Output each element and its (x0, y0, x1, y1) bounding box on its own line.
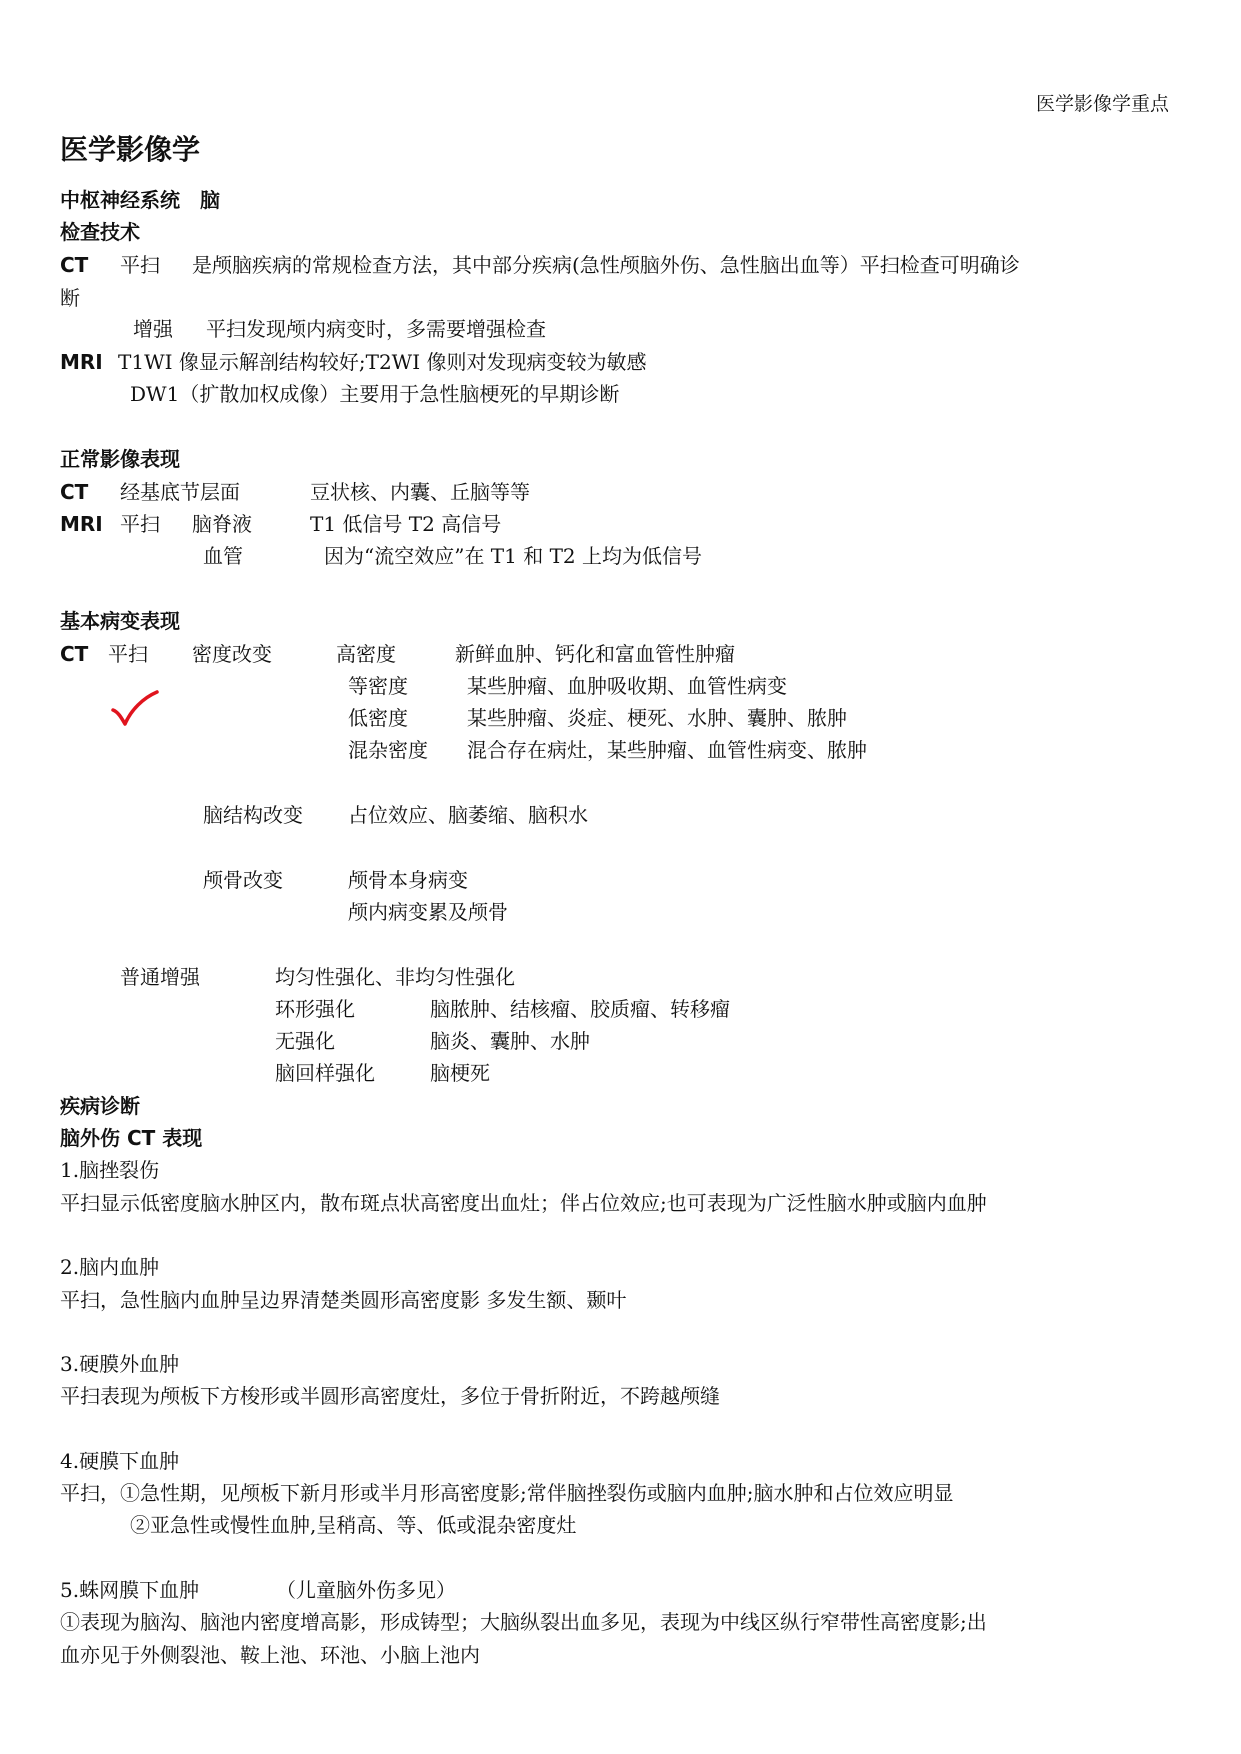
normal-mri-csf: 脑脊液 (192, 512, 252, 536)
brain-structure-change-label: 脑结构改变 (203, 803, 303, 827)
ct-enhance-text: 平扫发现颅内病变时，多需要增强检查 (206, 317, 546, 341)
normal-mri-plain: 平扫 (120, 512, 160, 536)
item-text: ①表现为脑沟、脑池内密度增高影，形成铸型；大脑纵裂出血多见，表现为中线区纵行窄带性高密度影;出 (60, 1610, 987, 1634)
density-row-key: 高密度 (336, 642, 396, 666)
document-title: 医学影像学 (60, 133, 201, 166)
check-mark-icon (111, 690, 159, 728)
item-text: 平扫，①急性期，见颅板下新月形或半月形高密度影;常伴脑挫裂伤或脑内血肿;脑水肿和占位效应明显 (60, 1481, 954, 1505)
section-heading-normal: 正常影像表现 (60, 447, 180, 471)
section-heading-basic-lesion: 基本病变表现 (60, 609, 180, 633)
density-row-value: 某些肿瘤、血肿吸收期、血管性病变 (467, 674, 787, 698)
density-row-key: 混杂密度 (348, 738, 428, 762)
ct-plain-text-cont: 断 (60, 286, 80, 310)
mri-label: MRI (60, 350, 103, 374)
normal-ct-structures: 豆状核、内囊、丘脑等等 (310, 480, 530, 504)
skull-change-value-1: 颅骨本身病变 (348, 868, 468, 892)
enhance-row-value: 脑炎、囊肿、水肿 (430, 1029, 590, 1053)
section-heading-cns: 中枢神经系统 脑 (60, 188, 220, 212)
item-title: 4.硬膜下血肿 (60, 1449, 180, 1473)
running-header: 医学影像学重点 (1036, 93, 1170, 115)
ct-plain-text: 是颅脑疾病的常规检查方法，其中部分疾病(急性颅脑外伤、急性脑出血等）平扫检查可明确诊 (192, 253, 1020, 277)
normal-mri-csf-signal: T1 低信号 T2 高信号 (310, 512, 502, 536)
ct-enhance-label: 增强 (133, 317, 173, 341)
subheading-exam-tech: 检查技术 (60, 220, 140, 244)
enhance-label: 普通增强 (120, 965, 200, 989)
density-row-key: 低密度 (348, 706, 408, 730)
enhance-value: 均匀性强化、非均匀性强化 (275, 965, 515, 989)
item-text: ②亚急性或慢性血肿,呈稍高、等、低或混杂密度灶 (130, 1513, 577, 1537)
skull-change-value-2: 颅内病变累及颅骨 (348, 900, 508, 924)
section-heading-diagnosis: 疾病诊断 (60, 1094, 140, 1118)
normal-vessel-label: 血管 (203, 544, 243, 568)
item-text: 平扫，急性脑内血肿呈边界清楚类圆形高密度影 多发生额、颞叶 (60, 1288, 627, 1312)
item-text: 平扫表现为颅板下方梭形或半圆形高密度灶，多位于骨折附近，不跨越颅缝 (60, 1384, 720, 1408)
item-title: 3.硬膜外血肿 (60, 1352, 180, 1376)
enhance-row-key: 无强化 (275, 1029, 335, 1053)
density-row-key: 等密度 (348, 674, 408, 698)
normal-ct-level: 经基底节层面 (120, 480, 240, 504)
density-change-label: 密度改变 (192, 642, 272, 666)
item-title: 5.蛛网膜下血肿 (60, 1578, 200, 1602)
item-text: 平扫显示低密度脑水肿区内，散布斑点状高密度出血灶；伴占位效应;也可表现为广泛性脑水肿或脑内血肿 (60, 1191, 987, 1215)
skull-change-label: 颅骨改变 (203, 868, 283, 892)
item-text: 血亦见于外侧裂池、鞍上池、环池、小脑上池内 (60, 1643, 480, 1667)
subheading-trauma-ct: 脑外伤 CT 表现 (60, 1126, 203, 1150)
enhance-row-value: 脑脓肿、结核瘤、胶质瘤、转移瘤 (430, 997, 730, 1021)
enhance-row-key: 环形强化 (275, 997, 355, 1021)
enhance-row-value: 脑梗死 (430, 1061, 490, 1085)
item-title: 1.脑挫裂伤 (60, 1158, 160, 1182)
dwi-text: DW1（扩散加权成像）主要用于急性脑梗死的早期诊断 (130, 382, 620, 406)
mri-text: T1WI 像显示解剖结构较好;T2WI 像则对发现病变较为敏感 (118, 350, 647, 374)
brain-structure-change-value: 占位效应、脑萎缩、脑积水 (348, 803, 588, 827)
density-row-value: 新鲜血肿、钙化和富血管性肿瘤 (455, 642, 735, 666)
normal-vessel-signal: 因为“流空效应”在 T1 和 T2 上均为低信号 (324, 544, 703, 568)
density-row-value: 某些肿瘤、炎症、梗死、水肿、囊肿、脓肿 (467, 706, 847, 730)
normal-ct-label: CT (60, 480, 89, 504)
enhance-row-key: 脑回样强化 (275, 1061, 375, 1085)
density-row-value: 混合存在病灶，某些肿瘤、血管性病变、脓肿 (467, 738, 867, 762)
normal-mri-label: MRI (60, 512, 103, 536)
ct-plain-label: 平扫 (120, 253, 160, 277)
item-note: （儿童脑外伤多见） (276, 1578, 456, 1602)
lesion-ct-label: CT (60, 642, 89, 666)
ct-label: CT (60, 253, 89, 277)
item-title: 2.脑内血肿 (60, 1255, 160, 1279)
lesion-ct-plain: 平扫 (108, 642, 148, 666)
